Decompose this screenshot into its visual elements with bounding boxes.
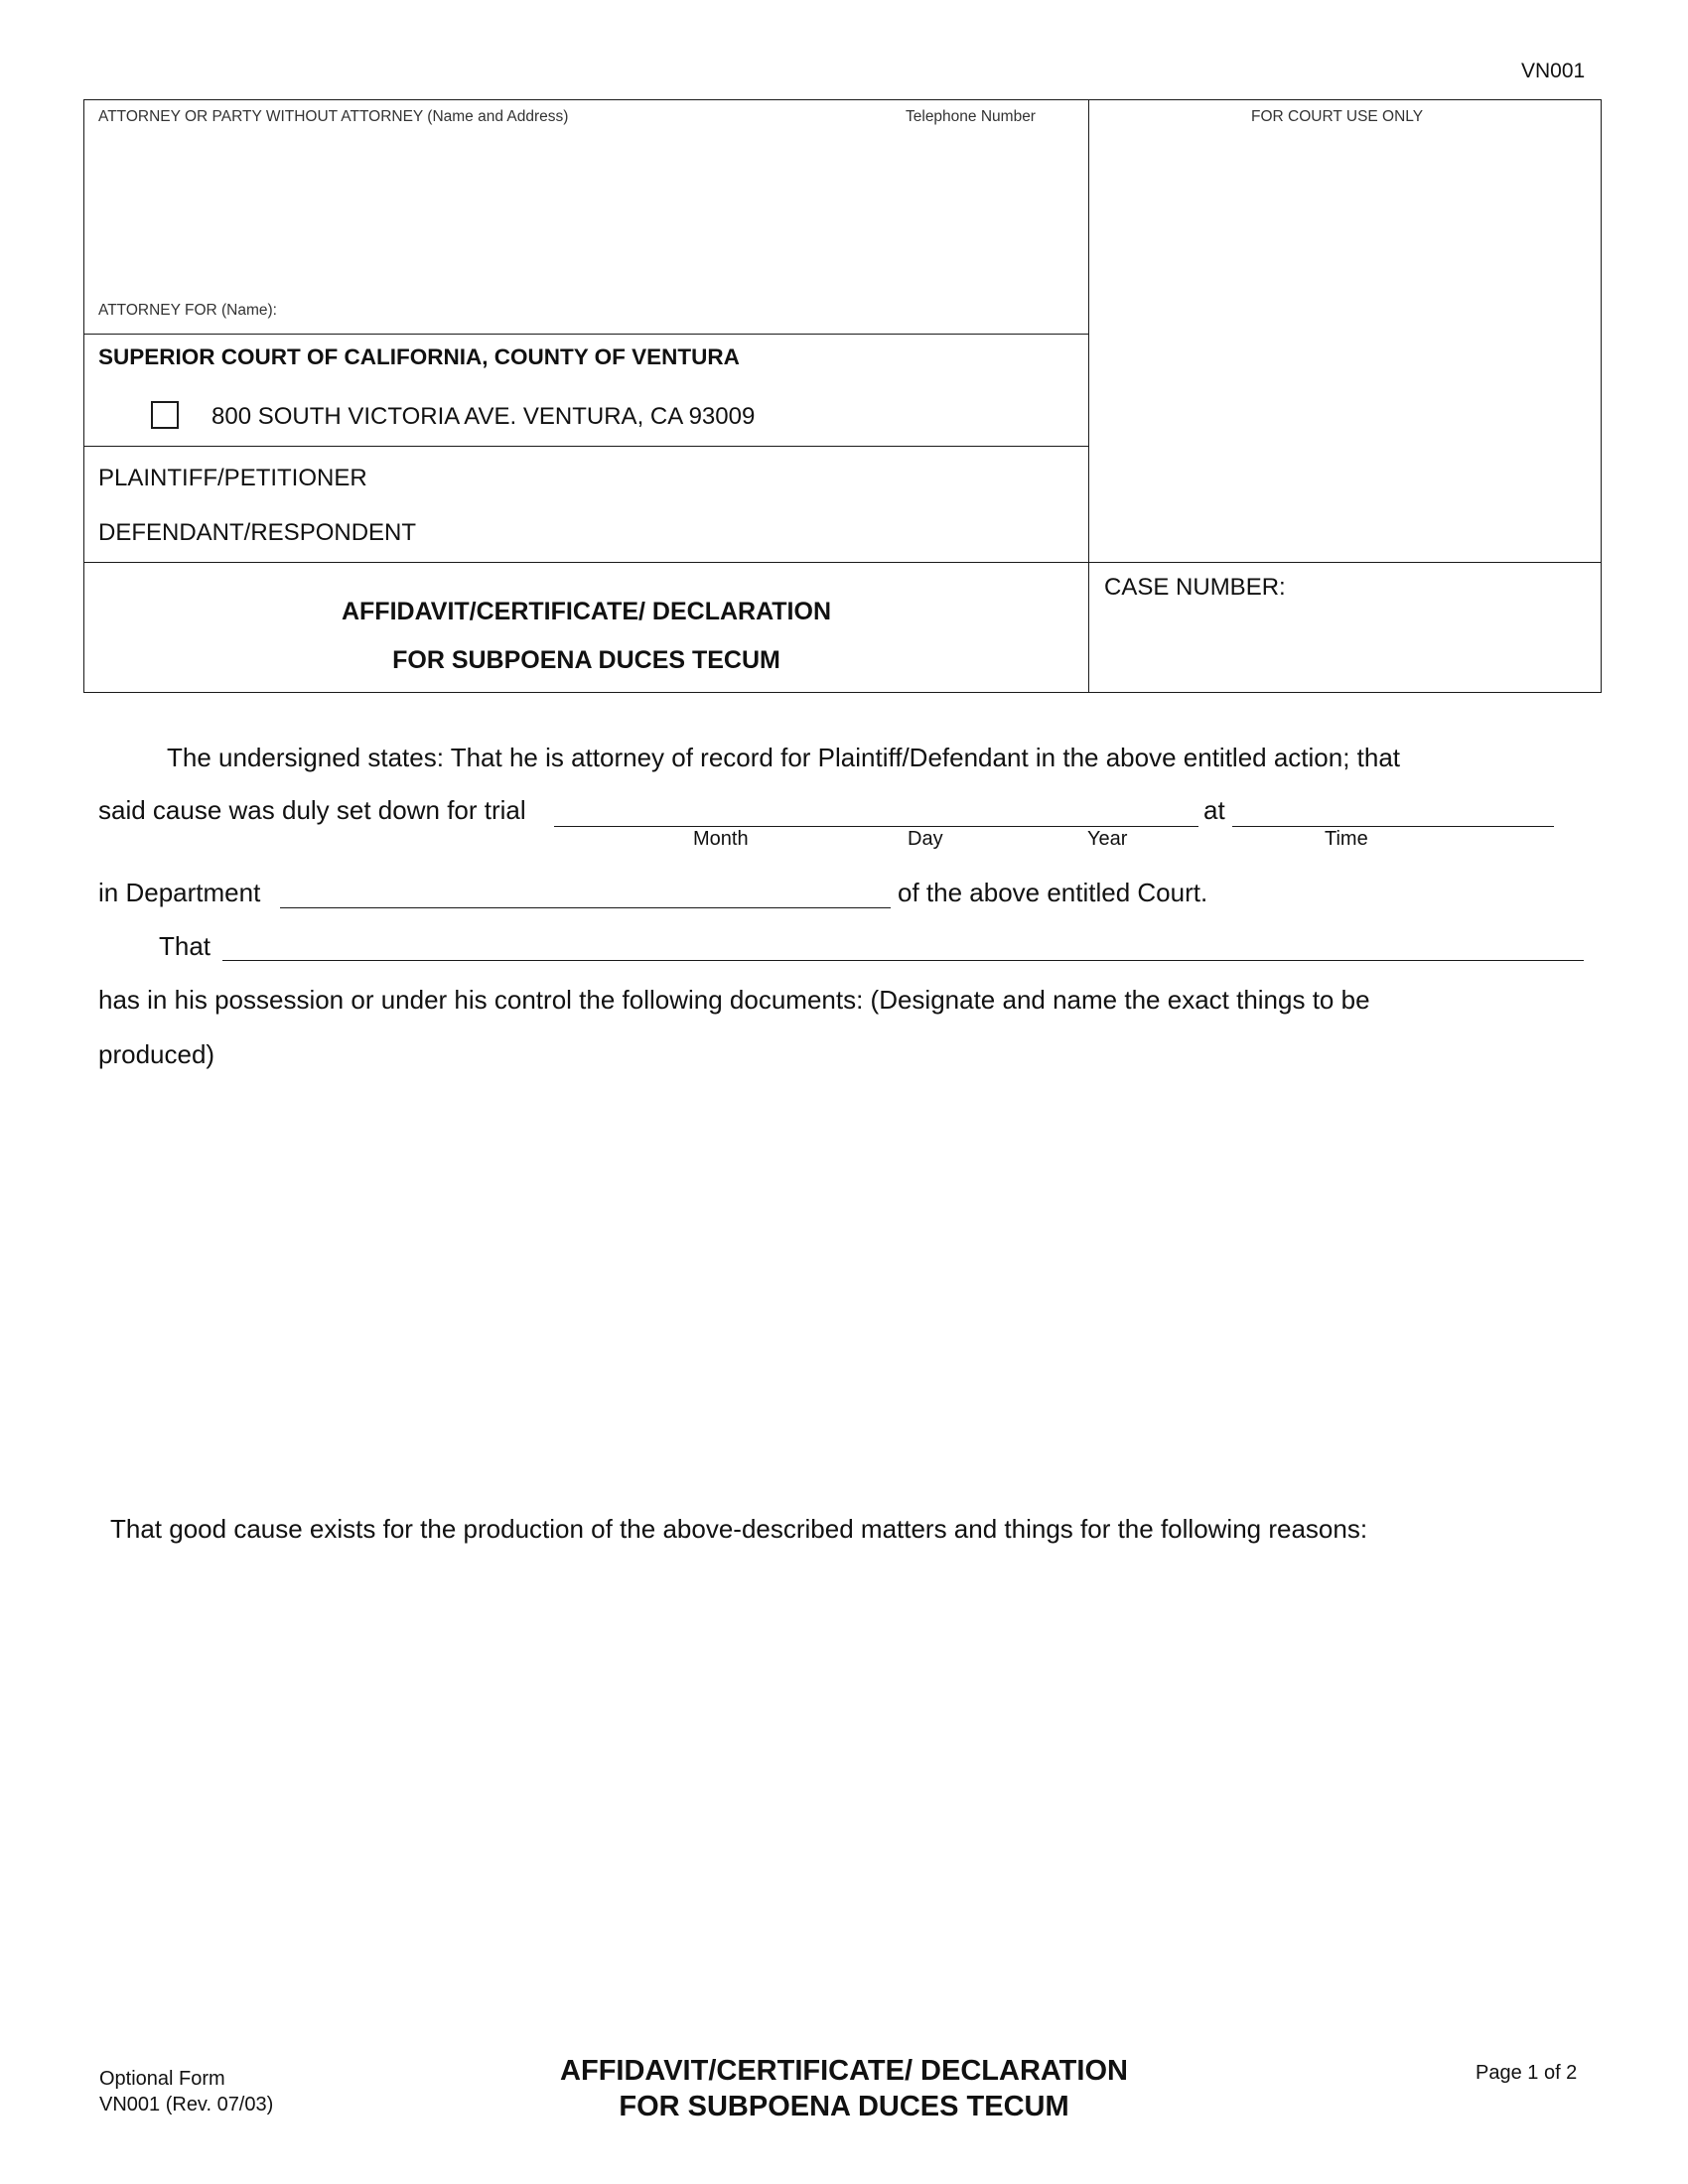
attorney-name-address-field[interactable] (98, 134, 1071, 293)
time-label: Time (1325, 828, 1368, 850)
case-number-label: CASE NUMBER: (1104, 574, 1286, 601)
attorney-label: ATTORNEY OR PARTY WITHOUT ATTORNEY (Name and Address) (98, 108, 569, 125)
attorney-for-label: ATTORNEY FOR (Name): (98, 302, 277, 319)
trial-time-field[interactable] (1236, 794, 1550, 824)
that-label: That (159, 931, 211, 961)
page-number: Page 1 of 2 (1476, 2062, 1578, 2084)
department-suffix: of the above entitled Court. (898, 878, 1208, 907)
trial-date-field[interactable] (558, 794, 1194, 824)
trial-date-rule (554, 826, 1198, 827)
document-title-line2: FOR SUBPOENA DUCES TECUM (392, 646, 780, 674)
plaintiff-label: PLAINTIFF/PETITIONER (98, 465, 367, 491)
footer-title-line1: AFFIDAVIT/CERTIFICATE/ DECLARATION (560, 2055, 1128, 2087)
department-rule (280, 907, 891, 908)
case-number-field[interactable] (1104, 611, 1581, 680)
footer-title-line2: FOR SUBPOENA DUCES TECUM (619, 2091, 1069, 2122)
day-label: Day (908, 828, 943, 850)
defendant-label: DEFENDANT/RESPONDENT (98, 519, 417, 546)
good-cause-line: That good cause exists for the production of the above-described matters and things for the following reasons: (110, 1514, 1368, 1544)
possession-line: has in his possession or under his control the following documents: (Designate and name the exact things to be (98, 985, 1370, 1015)
telephone-label: Telephone Number (906, 108, 1036, 125)
caption-divider-1 (83, 334, 1089, 335)
good-cause-reasons-area[interactable] (98, 1559, 1583, 1995)
department-prefix: in Department (98, 878, 261, 907)
optional-form-label: Optional Form (99, 2068, 225, 2090)
year-label: Year (1087, 828, 1128, 850)
form-revision: VN001 (Rev. 07/03) (99, 2094, 274, 2116)
court-use-label: FOR COURT USE ONLY (1251, 108, 1424, 125)
statement-line1: The undersigned states: That he is attorney of record for Plaintiff/Defendant in the above entitled action; that (167, 743, 1401, 772)
court-name: SUPERIOR COURT OF CALIFORNIA, COUNTY OF VENTURA (98, 344, 740, 369)
month-label: Month (693, 828, 749, 850)
documents-description-area[interactable] (98, 1082, 1583, 1489)
at-label: at (1203, 795, 1225, 825)
court-address: 800 SOUTH VICTORIA AVE. VENTURA, CA 93009 (211, 403, 756, 430)
court-address-checkbox[interactable] (151, 401, 179, 429)
trial-line-prefix: said cause was duly set down for trial (98, 795, 526, 825)
department-field[interactable] (284, 876, 886, 905)
produced-line: produced) (98, 1039, 215, 1069)
caption-divider-2 (83, 446, 1089, 447)
form-code: VN001 (1521, 60, 1586, 82)
document-title-line1: AFFIDAVIT/CERTIFICATE/ DECLARATION (341, 598, 832, 625)
caption-divider-3 (83, 562, 1602, 563)
that-field[interactable] (226, 928, 1579, 958)
trial-time-rule (1232, 826, 1554, 827)
that-rule (222, 960, 1584, 961)
